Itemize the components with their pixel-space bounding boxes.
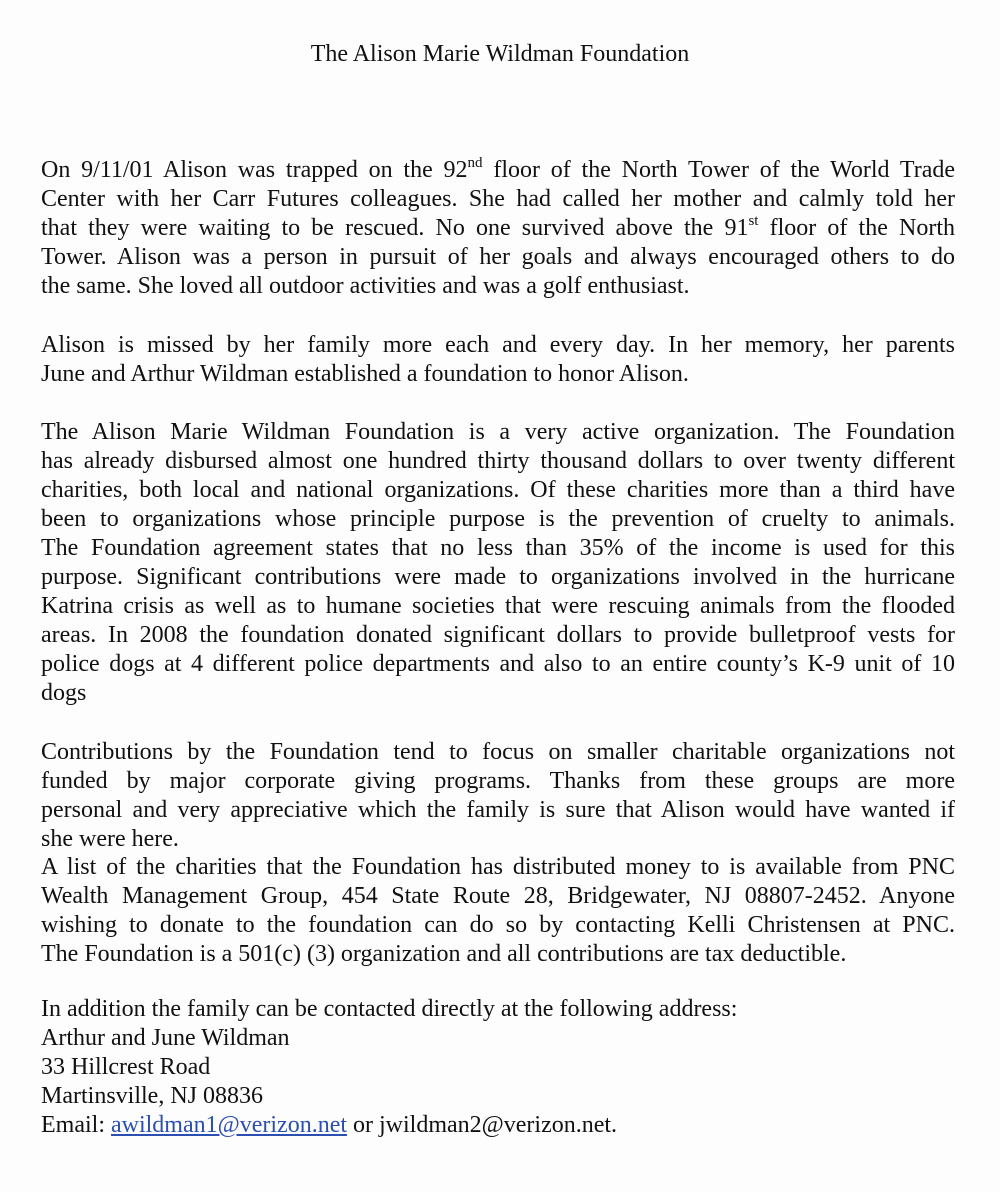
text-segment: floor of the North bbox=[758, 215, 955, 241]
text-line: Wealth Management Group, 454 State Route 28, Bridgewater, NJ 08807-2452. Anyone bbox=[41, 883, 955, 909]
text-line: June and Arthur Wildman established a foundation to honor Alison. bbox=[41, 361, 689, 387]
text-line: A list of the charities that the Foundation has distributed money to is available from PNC bbox=[41, 854, 955, 880]
ordinal-suffix: nd bbox=[467, 155, 483, 171]
text-line: has already disbursed almost one hundred thirty thousand dollars to over twenty different bbox=[41, 448, 955, 474]
text-line bbox=[41, 156, 955, 185]
text-segment: On 9/11/01 Alison was trapped on the 92 bbox=[41, 157, 468, 183]
contact-block bbox=[41, 995, 955, 1140]
email-separator: or bbox=[347, 1112, 380, 1138]
paragraph-family bbox=[41, 331, 955, 389]
text-line: purpose. Significant contributions were made to organizations involved in the hurricane bbox=[41, 564, 955, 590]
text-line: Contributions by the Foundation tend to focus on smaller charitable organizations not bbox=[41, 739, 955, 765]
text-segment: floor of the North Tower of the World Trade bbox=[482, 157, 956, 183]
text-line: charities, both local and national organizations. Of these charities more than a third have bbox=[41, 477, 955, 503]
contact-street: 33 Hillcrest Road bbox=[41, 1054, 211, 1080]
text-line: dogs bbox=[41, 680, 87, 706]
document-title: The Alison Marie Wildman Foundation bbox=[310, 41, 690, 67]
text-line: The Foundation agreement states that no less than 35% of the income is used for this bbox=[41, 535, 955, 561]
text-line: wishing to donate to the foundation can do so by contacting Kelli Christensen at PNC. bbox=[41, 912, 955, 938]
text-line: funded by major corporate giving programs. Thanks from these groups are more bbox=[41, 768, 955, 794]
ordinal-suffix: st bbox=[748, 213, 759, 229]
email-link[interactable]: awildman1@verizon.net bbox=[110, 1112, 348, 1138]
text-line: Center with her Carr Futures colleagues. She had called her mother and calmly told her bbox=[41, 186, 955, 212]
paragraph-charities-list bbox=[41, 853, 955, 969]
text-line: she were here. bbox=[41, 826, 179, 852]
contact-intro: In addition the family can be contacted directly at the following address: bbox=[41, 996, 738, 1022]
contact-city: Martinsville, NJ 08836 bbox=[41, 1083, 263, 1109]
text-line bbox=[41, 214, 955, 243]
contact-email-line bbox=[41, 1111, 955, 1140]
paragraph-foundation-activity bbox=[41, 418, 955, 708]
text-line: Katrina crisis as well as to humane societies that were rescuing animals from the flooded bbox=[41, 593, 955, 619]
text-line: been to organizations whose principle purpose is the prevention of cruelty to animals. bbox=[41, 506, 955, 532]
paragraph-contributions bbox=[41, 738, 955, 854]
text-line: police dogs at 4 different police departments and also to an entire county’s K-9 unit of 10 bbox=[41, 651, 955, 677]
text-line: Alison is missed by her family more each and every day. In her memory, her parents bbox=[41, 332, 955, 358]
text-segment: that they were waiting to be rescued. No one survived above the 91 bbox=[41, 215, 749, 241]
text-line: The Alison Marie Wildman Foundation is a very active organization. The Foundation bbox=[41, 419, 955, 445]
text-line: the same. She loved all outdoor activities and was a golf enthusiast. bbox=[41, 273, 690, 299]
email-prefix: Email: bbox=[41, 1112, 111, 1138]
contact-names: Arthur and June Wildman bbox=[41, 1025, 290, 1051]
text-line: personal and very appreciative which the family is sure that Alison would have wanted if bbox=[41, 797, 955, 823]
email-secondary: jwildman2@verizon.net. bbox=[379, 1112, 618, 1138]
text-line: The Foundation is a 501(c) (3) organization and all contributions are tax deductible. bbox=[41, 941, 847, 967]
text-line: areas. In 2008 the foundation donated significant dollars to provide bulletproof vests for bbox=[41, 622, 955, 648]
paragraph-memorial bbox=[41, 156, 955, 301]
text-line: Tower. Alison was a person in pursuit of her goals and always encouraged others to do bbox=[41, 244, 955, 270]
